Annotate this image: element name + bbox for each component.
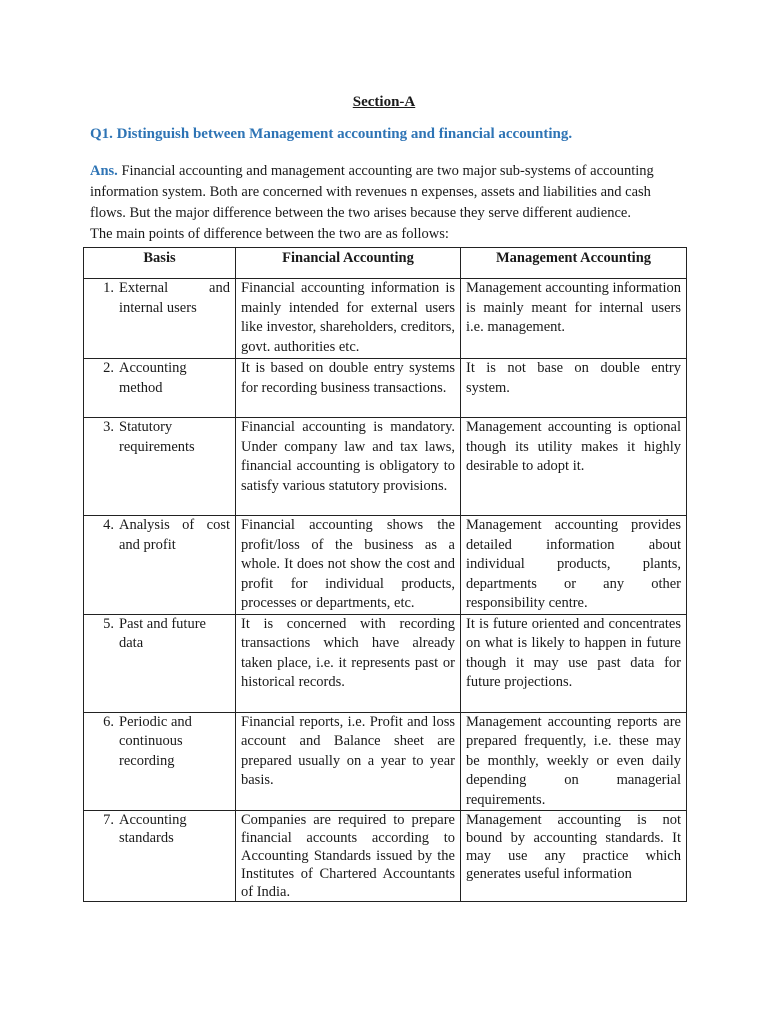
answer-line-2: information system. Both are concerned with revenues n expenses, assets and liabilities and cash (90, 184, 651, 200)
management-cell: Management accounting information is mainly meant for internal users i.e. management. (461, 279, 687, 359)
basis-text: Accounting method (119, 360, 187, 396)
header-management-accounting: Management Accounting (461, 248, 687, 279)
management-cell: Management accounting is not bound by accounting standards. It may use any practice which generates useful information (461, 811, 687, 902)
comparison-table (83, 247, 687, 902)
basis-text: Accounting standards (119, 812, 187, 846)
row-number: 4. (103, 517, 114, 533)
financial-cell: Financial accounting is mandatory. Under company law and tax laws, financial accounting is obligatory to satisfy various statutory provisions. (236, 418, 461, 516)
header-financial-accounting: Financial Accounting (236, 248, 461, 279)
financial-cell: Companies are required to prepare financial accounts according to Accounting Standards issued by the Institutes of Chartered Accountants of India. (236, 811, 461, 902)
answer-line-3: flows. But the major difference between the two arises because they serve different audience. (90, 205, 631, 221)
basis-cell (84, 279, 236, 359)
basis-cell (84, 811, 236, 902)
row-number: 6. (103, 713, 114, 730)
answer-line-4: The main points of difference between the two are as follows: (90, 226, 449, 242)
basis-cell (84, 614, 236, 712)
table-row (84, 811, 687, 902)
table-row (84, 614, 687, 712)
basis-cell (84, 418, 236, 516)
answer-paragraph (90, 161, 686, 245)
basis-text: Past and future data (119, 615, 206, 651)
basis-cell (84, 359, 236, 418)
row-number: 1. (103, 280, 114, 296)
basis-text: Statutory requirements (119, 419, 195, 455)
financial-cell: It is based on double entry systems for recording business transactions. (236, 359, 461, 418)
table-row (84, 279, 687, 359)
basis-cell (84, 712, 236, 811)
row-number: 7. (103, 812, 114, 828)
header-basis: Basis (84, 248, 236, 279)
management-cell: Management accounting is optional though its utility makes it highly desirable to adopt it. (461, 418, 687, 516)
row-number: 3. (103, 419, 114, 435)
table-row (84, 516, 687, 615)
financial-cell: It is concerned with recording transactions which have already taken place, i.e. it represents past or historical records. (236, 614, 461, 712)
section-title: Section-A (352, 94, 416, 110)
management-cell: It is future oriented and concentrates on what is likely to happen in future though it may use past data for future projections. (461, 614, 687, 712)
basis-cell (84, 516, 236, 615)
answer-line-1: Ans. Financial accounting and management accounting are two major sub-systems of accounting (90, 163, 654, 179)
table-row (84, 359, 687, 418)
answer-label: Ans. (90, 163, 118, 179)
basis-text: External and internal users (119, 280, 230, 316)
management-cell: Management accounting provides detailed information about individual products, plants, departments or any other responsibility centre. (461, 516, 687, 615)
financial-cell: Financial accounting information is mainly intended for external users like investor, shareholders, creditors, govt. authorities etc. (236, 279, 461, 359)
basis-text: Periodic and continuous recording (119, 713, 192, 769)
basis-text: Analysis of cost and profit (119, 517, 230, 553)
row-number: 5. (103, 615, 114, 632)
table-row (84, 418, 687, 516)
table-header-row (84, 248, 687, 279)
management-cell: Management accounting reports are prepared frequently, i.e. these may be monthly, weekly or even daily depending on managerial requirements. (461, 712, 687, 811)
table-row (84, 712, 687, 811)
question-heading: Q1. Distinguish between Management accounting and financial accounting. (90, 126, 573, 142)
management-cell: It is not base on double entry system. (461, 359, 687, 418)
row-number: 2. (103, 360, 114, 376)
financial-cell: Financial reports, i.e. Profit and loss account and Balance sheet are prepared usually on a year to year basis. (236, 712, 461, 811)
financial-cell: Financial accounting shows the profit/loss of the business as a whole. It does not show the cost and profit for individual products, processes or departments, etc. (236, 516, 461, 615)
